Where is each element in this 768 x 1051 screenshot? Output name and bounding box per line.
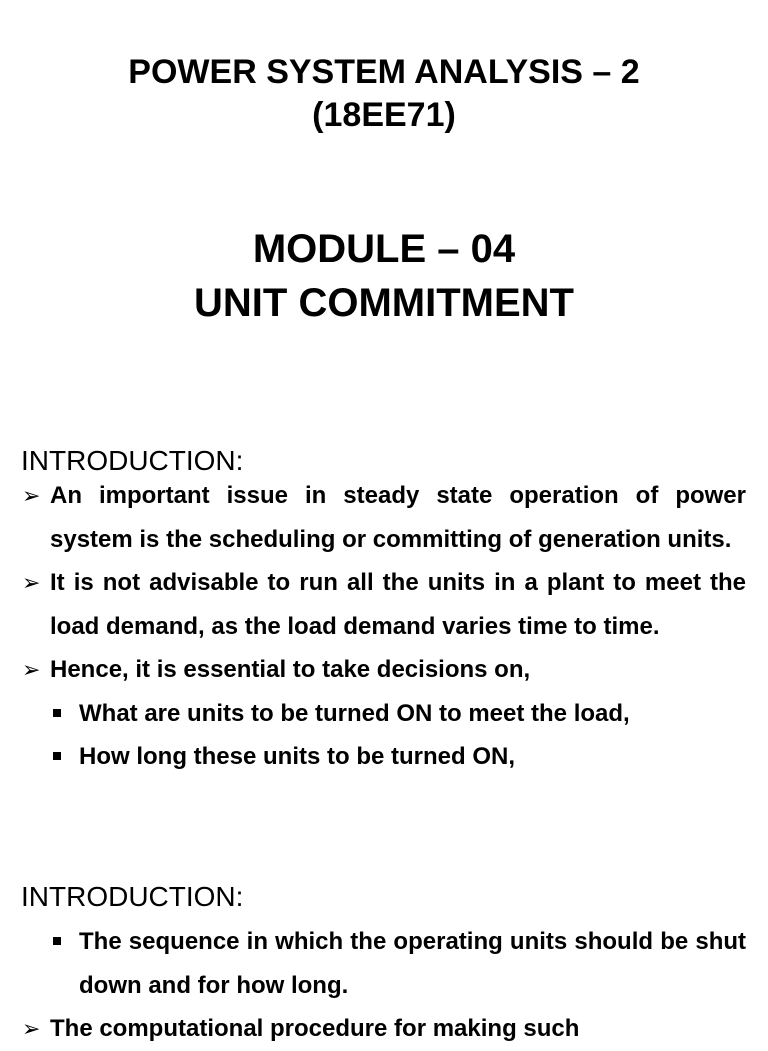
slide-title-line-2: (18EE71)	[312, 96, 456, 134]
slide-title-line-1: POWER SYSTEM ANALYSIS – 2	[128, 53, 640, 91]
bullet-item	[22, 1007, 746, 1051]
arrow-bullet-icon: ➢	[22, 570, 41, 595]
bullet-text: An important issue in steady state operation of power system is the scheduling or committing of generation units.	[50, 482, 746, 553]
arrow-bullet-icon: ➢	[22, 657, 41, 682]
sub-bullet-text: What are units to be turned ON to meet the load,	[79, 699, 630, 727]
sub-bullet-text: How long these units to be turned ON,	[79, 743, 515, 770]
bullet-list-introduction-2	[22, 920, 746, 1051]
bullet-text: The computational procedure for making such	[50, 1015, 580, 1042]
bullet-item	[22, 648, 746, 692]
bullet-item	[22, 474, 746, 561]
section-heading-introduction-1: INTRODUCTION:	[21, 445, 244, 476]
square-bullet-icon	[53, 937, 61, 945]
module-title: UNIT COMMITMENT	[194, 281, 574, 325]
sub-bullet-item	[22, 920, 746, 1007]
module-number: MODULE – 04	[252, 227, 516, 271]
sub-bullet-text: The sequence in which the operating units should be shut down and for how long.	[79, 928, 746, 999]
arrow-bullet-icon: ➢	[22, 1016, 41, 1041]
sub-bullet-item	[22, 735, 746, 779]
bullet-list-introduction-1	[22, 474, 746, 779]
section-heading-introduction-2: INTRODUCTION:	[21, 881, 244, 912]
square-bullet-icon	[53, 752, 61, 760]
square-bullet-icon	[53, 709, 61, 717]
bullet-item	[22, 561, 746, 648]
sub-bullet-item	[22, 692, 746, 736]
bullet-text: It is not advisable to run all the units in a plant to meet the load demand, as the load demand varies time to time.	[50, 569, 746, 640]
arrow-bullet-icon: ➢	[22, 483, 41, 508]
bullet-text: Hence, it is essential to take decisions on,	[50, 656, 531, 683]
